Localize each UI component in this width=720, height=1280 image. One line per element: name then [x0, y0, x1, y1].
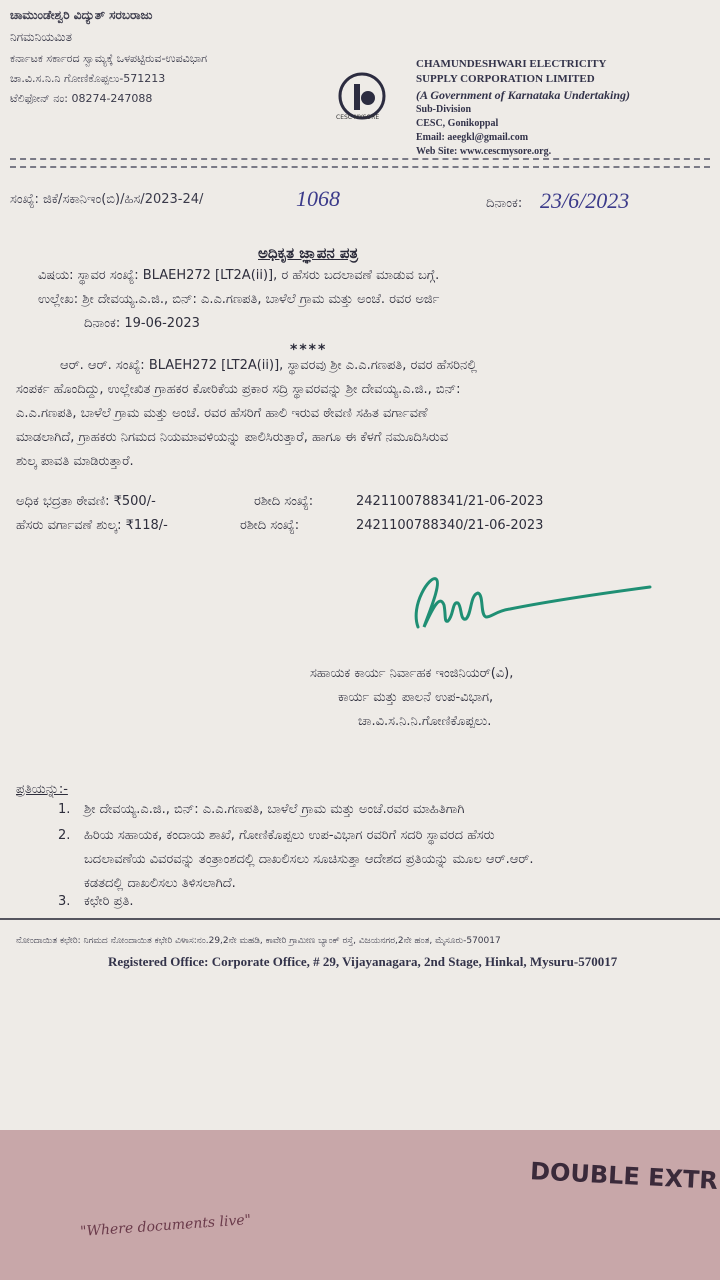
reference-line-1: ಉಲ್ಲೇಖ: ಶ್ರೀ ದೇವಯ್ಯ.ಎ.ಜಿ., ಬಿನ್: ಎ.ಎ.ಗಣಪತಿ, ಬಾಳೆಲೆ ಗ್ರಾಮ ಮತ್ತು ಅಂಚೆ. ರವರ ಅರ್ಜಿ	[38, 292, 440, 307]
copy-item-2-line-1: ಹಿರಿಯ ಸಹಾಯಕ, ಕಂದಾಯ ಶಾಖೆ, ಗೋಣಿಕೊಪ್ಪಲು ಉಪ-ವಿಭಾಗ ರವರಿಗೆ ಸದರಿ ಸ್ಥಾವರದ ಹೆಸರು	[84, 828, 495, 843]
footer-divider	[0, 918, 720, 920]
date-handwritten: 23/6/2023	[540, 188, 630, 213]
signature	[400, 565, 660, 645]
reference-line-2: ದಿನಾಂಕ: 19-06-2023	[84, 316, 200, 331]
kn-header-line-1: ಚಾಮುಂಡೇಶ್ವರಿ ವಿದ್ಯುತ್ ಸರಬರಾಜು	[10, 8, 153, 22]
paragraph-line-1: ಆರ್. ಆರ್. ಸಂಖ್ಯೆ: BLAEH272 [LT2A(ii)], ಸ್ಥಾವರವು ಶ್ರೀ ಎ.ಎ.ಗಣಪತಿ, ರವರ ಹೆಸರಿನಲ್ಲಿ	[60, 358, 478, 373]
paragraph-line-3: ಎ.ಎ.ಗಣಪತಿ, ಬಾಳೆಲೆ ಗ್ರಾಮ ಮತ್ತು ಅಂಚೆ. ರವರ ಹೆಸರಿಗೆ ಹಾಲಿ ಇರುವ ಠೇವಣಿ ಸಹಿತ ವರ್ಗಾವಣೆ	[16, 406, 428, 421]
copy-item-2-line-2: ಬದಲಾವಣೆಯ ವಿವರವನ್ನು ತಂತ್ರಾಂಶದಲ್ಲಿ ದಾಖಲಿಸಲು ಸೂಚಿಸುತ್ತಾ ಆದೇಶದ ಪ್ರತಿಯನ್ನು ಮೂಲ ಆರ್.ಆರ್.	[84, 852, 534, 867]
header-divider-2	[10, 166, 710, 168]
en-header-email: Email: aeegkl@gmail.com	[416, 132, 529, 143]
kn-header-line-5: ಟೆಲಿಫೋನ್ ನಂ: 08274-247088	[10, 92, 153, 105]
strip-brand: DOUBLE EXTR	[529, 1157, 719, 1195]
en-header-line-1: CHAMUNDESHWARI ELECTRICITY	[416, 58, 607, 70]
en-header-line-4: Sub-Division	[416, 104, 472, 115]
copy-item-2-line-3: ಕಡತದಲ್ಲಿ ದಾಖಲಿಸಲು ತಿಳಿಸಲಾಗಿದೆ.	[84, 876, 236, 891]
fee-transfer-label: ಹೆಸರು ವರ್ಗಾವಣೆ ಶುಲ್ಕ: ₹118/-	[16, 518, 168, 533]
paragraph-line-4: ಮಾಡಲಾಗಿದೆ, ಗ್ರಾಹಕರು ನಿಗಮದ ನಿಯಮಾವಳಿಯನ್ನು ಪಾಲಿಸಿರುತ್ತಾರೆ, ಹಾಗೂ ಈ ಕೆಳಗೆ ನಮೂದಿಸಿರುವ	[16, 430, 449, 445]
date-label: ದಿನಾಂಕ:	[486, 196, 523, 211]
signatory-line-1: ಸಹಾಯಕ ಕಾರ್ಯ ನಿರ್ವಾಹಕ ಇಂಜಿನಿಯರ್(ವಿ),	[310, 666, 514, 681]
logo-text: CESC MYSORE	[336, 114, 380, 121]
signatory-line-3: ಚಾ.ವಿ.ಸ.ನಿ.ನಿ.ಗೋಣಿಕೊಪ್ಪಲು.	[358, 714, 492, 729]
cesc-logo	[332, 68, 392, 128]
header-divider-1	[10, 158, 710, 160]
footer-english: Registered Office: Corporate Office, # 29, Vijayanagara, 2nd Stage, Hinkal, Mysuru-570017	[108, 954, 618, 969]
paragraph-line-2: ಸಂಪರ್ಕ ಹೊಂದಿದ್ದು, ಉಲ್ಲೇಖಿತ ಗ್ರಾಹಕರ ಕೋರಿಕೆಯ ಪ್ರಕಾರ ಸದ್ರಿ ಸ್ಥಾವರವನ್ನು ಶ್ರೀ ದೇವಯ್ಯ.ಎ.ಜಿ., ಬಿನ್:	[16, 382, 461, 397]
envelope-strip	[0, 1130, 720, 1280]
copy-item-3-text: ಕಛೇರಿ ಪ್ರತಿ.	[84, 894, 134, 909]
fee-deposit-receipt: 2421100788341/21-06-2023	[356, 494, 544, 509]
en-header-line-2: SUPPLY CORPORATION LIMITED	[416, 73, 595, 85]
copy-item-3-number: 3.	[58, 894, 71, 909]
kn-header-line-3: ಕರ್ನಾಟಕ ಸರ್ಕಾರದ ಸ್ವಾಮ್ಯಕ್ಕೆ ಒಳಪಟ್ಟಿರುವ-ಉಪವಿಭಾಗ	[10, 52, 208, 65]
footer-kannada: ನೋಂದಾಯಿತ ಕಛೇರಿ: ನಿಗಮದ ನೋಂದಾಯಿತ ಕಛೇರಿ ವಿಳಾಸ:ನಂ.29,2ನೇ ಮಹಡಿ, ಕಾವೇರಿ ಗ್ರಾಮೀಣ ಬ್ಯಾಂಕ್ ರಸ್ತೆ, ವಿಜಯನಗರ,2ನೇ ಹಂತ, ಮೈಸೂರು-570017	[16, 936, 501, 946]
copy-item-1-text: ಶ್ರೀ ದೇವಯ್ಯ.ಎ.ಜಿ., ಬಿನ್: ಎ.ಎ.ಗಣಪತಿ, ಬಾಳೆಲೆ ಗ್ರಾಮ ಮತ್ತು ಅಂಚೆ.ರವರ ಮಾಹಿತಿಗಾಗಿ	[84, 802, 465, 817]
document-title: ಅಧಿಕೃತ ಜ್ಞಾಪನ ಪತ್ರ	[258, 244, 359, 262]
kn-header-line-2: ನಿಗಮನಿಯಮಿತ	[10, 30, 72, 44]
separator-stars: ****	[290, 342, 328, 358]
ref-number-label: ಸಂಖ್ಯೆ: ಜಿಕೆ/ಸಕಾನಿಇಂ(ಬಿ)/ಹಿಸ/2023-24/	[10, 192, 204, 207]
fee-transfer-receipt: 2421100788340/21-06-2023	[356, 518, 544, 533]
en-header-website: Web Site: www.cescmysore.org.	[416, 146, 552, 157]
ref-number-handwritten: 1068	[296, 186, 340, 211]
kn-header-line-4: ಚಾ.ವಿ.ಸ.ನಿ.ನಿ ಗೋಣಿಕೊಪ್ಪಲು-571213	[10, 72, 166, 85]
fee-deposit-label: ಅಧಿಕ ಭದ್ರತಾ ಠೇವಣಿ: ₹500/-	[16, 494, 156, 509]
copy-item-2-number: 2.	[58, 828, 71, 843]
copies-heading: ಪ್ರತಿಯನ್ನು:-	[16, 782, 68, 797]
fee-deposit-receipt-label: ರಶೀದಿ ಸಂಖ್ಯೆ:	[254, 494, 314, 509]
en-header-line-3: (A Government of Karnataka Undertaking)	[416, 88, 631, 102]
en-header-line-5: CESC, Gonikoppal	[416, 118, 499, 129]
paragraph-line-5: ಶುಲ್ಕ ಪಾವತಿ ಮಾಡಿರುತ್ತಾರೆ.	[16, 454, 134, 469]
copy-item-1-number: 1.	[58, 802, 71, 817]
strip-tagline: "Where documents live"	[79, 1212, 252, 1240]
subject-line: ವಿಷಯ: ಸ್ಥಾವರ ಸಂಖ್ಯೆ: BLAEH272 [LT2A(ii)], ರ ಹೆಸರು ಬದಲಾವಣೆ ಮಾಡುವ ಬಗ್ಗೆ.	[38, 268, 440, 283]
fee-transfer-receipt-label: ರಶೀದಿ ಸಂಖ್ಯೆ:	[240, 518, 300, 533]
signatory-line-2: ಕಾರ್ಯ ಮತ್ತು ಪಾಲನೆ ಉಪ-ವಿಭಾಗ,	[338, 690, 494, 705]
